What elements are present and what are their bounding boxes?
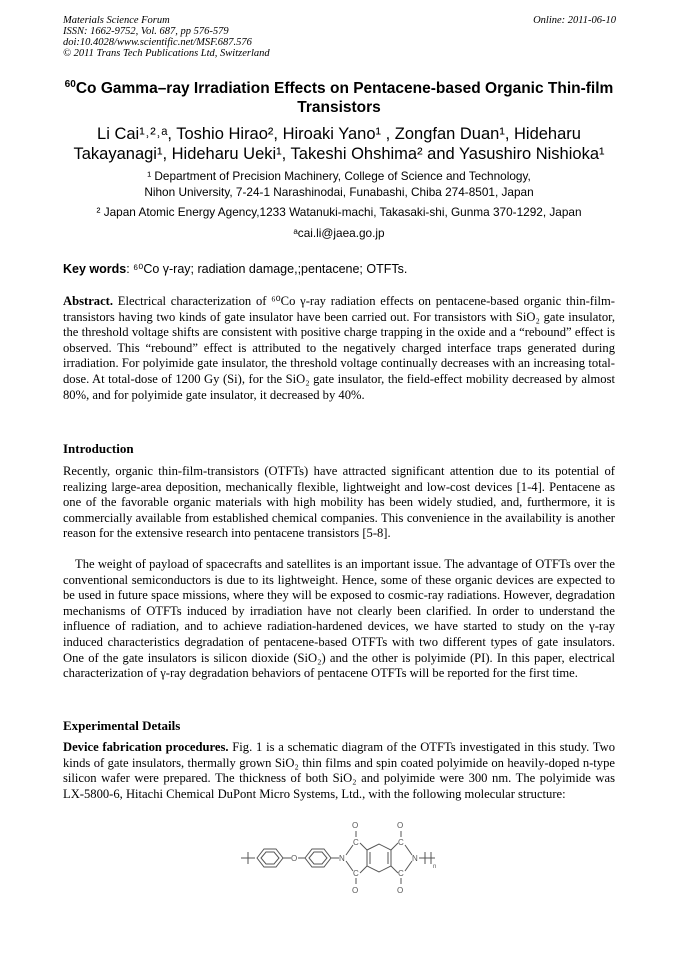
keywords xyxy=(63,261,407,276)
nitrogen-label: N xyxy=(412,854,418,863)
intro-paragraph-2: The weight of payload of spacecrafts and satellites is an important issue. The advantage of OTFTs over the conventional semiconductors is due to its lightweight. Hence, some of these organic devices are expected to be used in future space missions, where they will be exposed to cosmic-ray radiations. However, degradation mechanisms of OTFTs induced by irradiation have not clearly been clarified. In order to understand the influence of radiation, and to achieve radiation-hardened devices, we have started to study on the γ-ray induced characteristics degradation of pentacene-based OTFTs with two different types of gate insulators. One of the gate insulators is silicon dioxide (SiO₂) and the other is polyimide (PI). In this paper, electrical characterization of γ-ray degradation behaviors of pentacene OTFTs will be reported for the first time. xyxy=(63,557,615,681)
journal-header xyxy=(63,15,270,59)
carbon-label: C xyxy=(398,869,404,878)
intro-paragraph-1: Recently, organic thin-film-transistors (OTFTs) have attracted significant attention due to its potential of realizing large-area deposition, mechanically flexible, lightweight and low-cost devices [1-4]. Pentacene as one of the favorable organic materials with high mobility has been widely studied, and, furthermore, it is commercially available from established chemical companies. This convenience in the availability is another reason for the extensive research into pentacene transistors [5-8]. xyxy=(63,464,615,541)
online-date: Online: 2011-06-10 xyxy=(533,15,616,26)
abstract xyxy=(63,294,615,403)
oxygen-label: O xyxy=(352,821,359,830)
carbon-label: C xyxy=(353,869,359,878)
oxygen-label: O xyxy=(397,821,404,830)
experimental-heading: Experimental Details xyxy=(63,718,181,733)
journal-name: Materials Science Forum xyxy=(63,15,170,26)
issn: ISSN: 1662-9752, Vol. 687, pp 576-579 xyxy=(63,26,229,37)
oxygen-label: O xyxy=(352,886,359,895)
doi: doi:10.4028/www.scientific.net/MSF.687.576 xyxy=(63,37,252,48)
device-fabrication-label: Device fabrication procedures. xyxy=(63,740,229,754)
nitrogen-label: N xyxy=(339,854,345,863)
copyright: © 2011 Trans Tech Publications Ltd, Switzerland xyxy=(63,48,270,59)
oxygen-label: O xyxy=(291,854,298,863)
repeat-subscript: n xyxy=(433,864,437,870)
affiliation-1 xyxy=(63,168,615,200)
affiliation-line: ¹ Department of Precision Machinery, College of Science and Technology, xyxy=(147,169,531,183)
keywords-label: Key words xyxy=(63,262,127,276)
authors-line: Takayanagi¹, Hideharu Ueki¹, Takeshi Ohshima² and Yasushiro Nishioka¹ xyxy=(73,145,605,163)
carbon-label: C xyxy=(398,838,404,847)
email[interactable]: ᵃcai.li@jaea.go.jp xyxy=(293,226,385,240)
device-fabrication-text: Fig. 1 is a schematic diagram of the OTFTs investigated in this study. Two kinds of gate insulators, thermally grown SiO₂ thin films and spin coated polyimide on heavily-doped n-type silicon wafer were prepared. The thickness of both SiO₂ and polyimide were 300 nm. The polyimide was LX-5800-6, Hitachi Chemical DuPont Micro Systems, Ltd., with the following molecular structure: xyxy=(63,740,616,801)
authors xyxy=(63,124,615,164)
paper-title xyxy=(63,79,615,117)
abstract-label: Abstract. xyxy=(63,294,114,308)
polyimide-structure-diagram xyxy=(235,818,455,898)
device-fabrication-paragraph xyxy=(63,740,615,802)
affiliation-line: Nihon University, 7-24-1 Narashinodai, Funabashi, Chiba 274-8501, Japan xyxy=(144,185,534,199)
authors-line: Li Cai¹˒²˒ᵃ, Toshio Hirao², Hiroaki Yano¹ , Zongfan Duan¹, Hideharu xyxy=(97,125,581,143)
introduction-heading: Introduction xyxy=(63,441,134,456)
affiliation-2: ² Japan Atomic Energy Agency,1233 Watanuki-machi, Takasaki-shi, Gunma 370-1292, Japan xyxy=(96,205,582,219)
carbon-label: C xyxy=(353,838,359,847)
title-text: Co Gamma–ray Irradiation Effects on Pentacene-based Organic Thin-film Transistors xyxy=(75,80,614,116)
abstract-text: Electrical characterization of ⁶⁰Co γ-ray radiation effects on pentacene-based organic thin-film-transistors having two kinds of gate insulator have been carried out. For transistors with SiO₂ gate insulator, the threshold voltage shifts are consistent with positive charge trapping in the oxide and a “rebound” effect is observed. This “rebound” effect is attributed to the negatively charged interface traps generated during irradiation. For polyimide gate insulator, the threshold voltage continually decreases with an increasing total-dose. At total-dose of 1200 Gy (Si), for the SiO₂ gate insulator, the field-effect mobility decreased by almost 80%, and for polyimide gate insulator, it decreased by 40%. xyxy=(63,294,615,402)
title-sup: 60 xyxy=(64,78,76,90)
keywords-text: : ⁶⁰Co γ-ray; radiation damage,;pentacene; OTFTs. xyxy=(126,262,408,276)
oxygen-label: O xyxy=(397,886,404,895)
